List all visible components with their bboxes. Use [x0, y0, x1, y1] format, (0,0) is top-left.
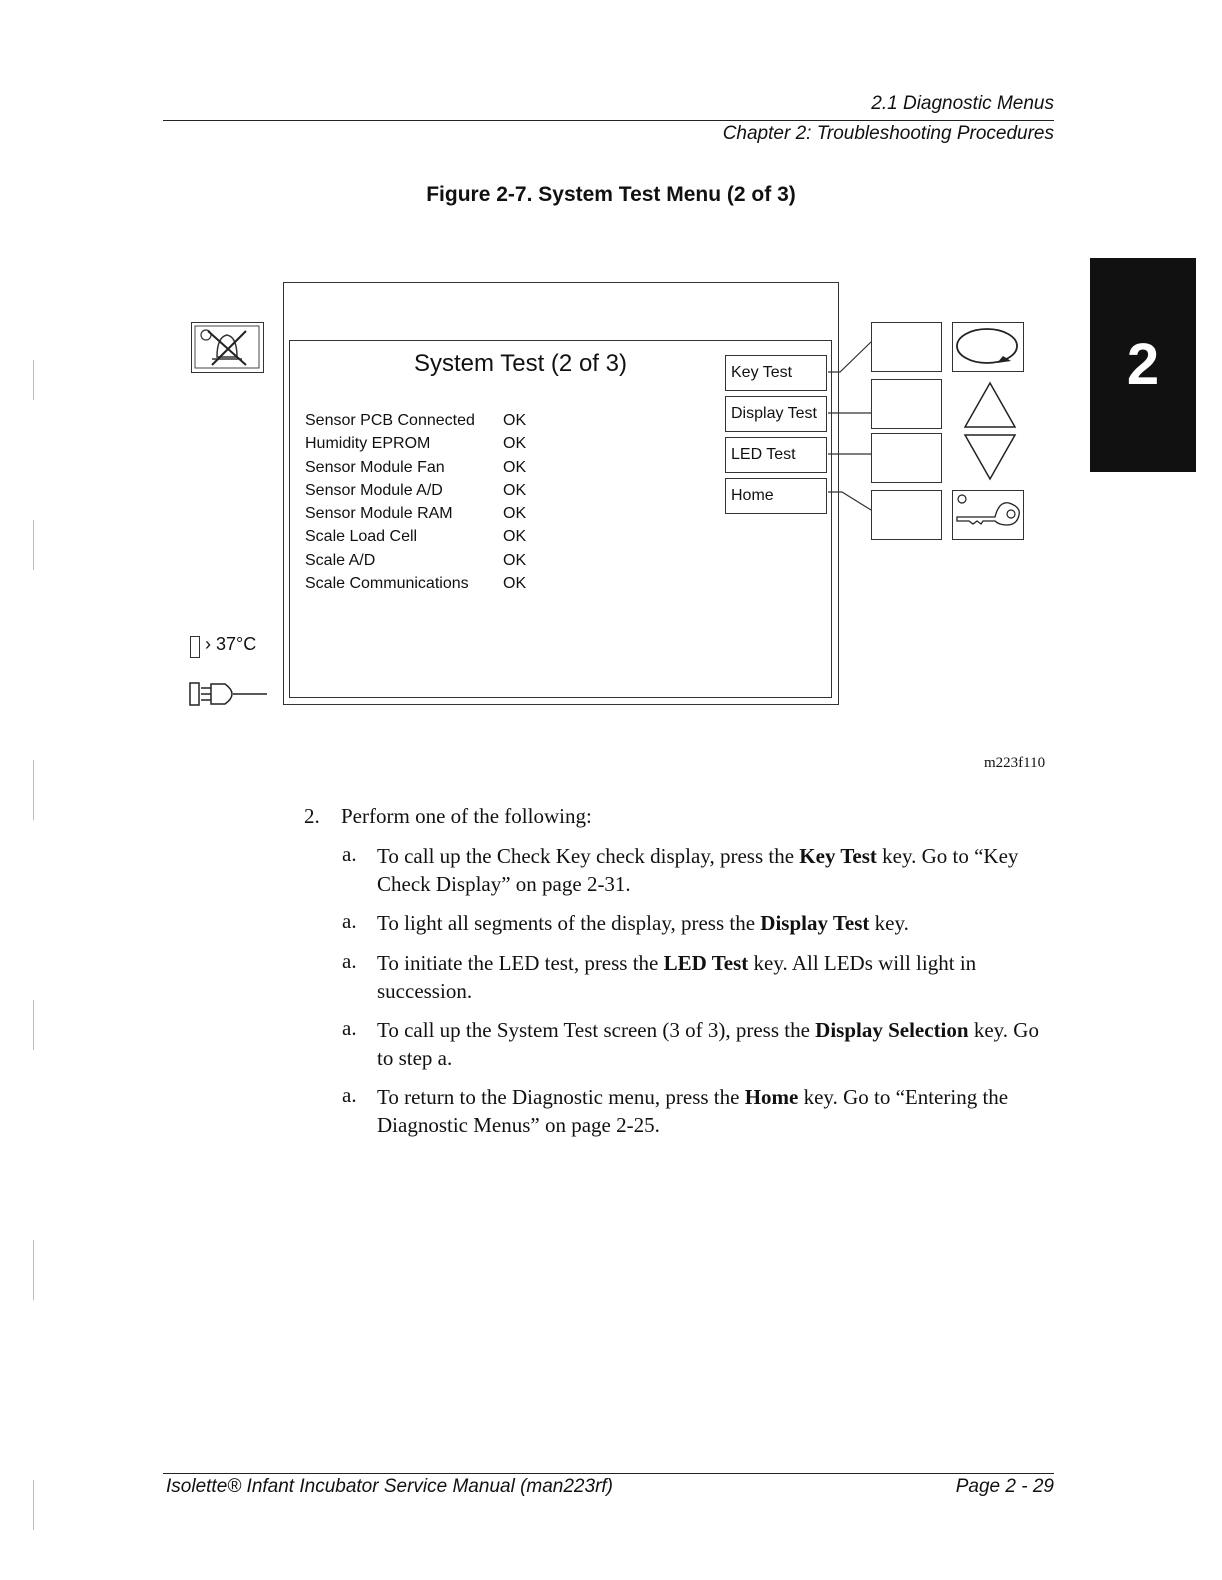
status-name: Scale Load Cell [305, 528, 418, 546]
item-key-name: LED Test [663, 951, 749, 975]
display-test-label: Display Test [725, 396, 827, 432]
status-name: Humidity EPROM [305, 435, 431, 453]
status-value: OK [503, 458, 527, 476]
key-leader-lines [826, 340, 874, 520]
header-section: 2.1 Diagnostic Menus [871, 93, 1054, 114]
item-key-name: Display Selection [815, 1018, 969, 1042]
status-name: Sensor Module A/D [305, 481, 443, 499]
screen-title: System Test (2 of 3) [414, 350, 627, 377]
power-plug-icon [189, 680, 269, 710]
item-key-name: Key Test [799, 844, 877, 868]
item-letter: a. [342, 909, 357, 933]
header-rule [163, 120, 1054, 121]
chapter-tab: 2 [1090, 258, 1196, 472]
key-icon [953, 491, 1022, 538]
down-arrow-key[interactable] [962, 432, 1018, 482]
led-test-label: LED Test [725, 437, 827, 473]
item-letter: a. [342, 949, 357, 973]
item-letter: a. [342, 1083, 357, 1107]
status-row [305, 432, 526, 455]
status-row [305, 572, 526, 595]
up-arrow-key[interactable] [962, 380, 1018, 430]
item-text-part: To initiate the LED test, press the [377, 951, 664, 975]
status-row [305, 502, 526, 525]
item-text [377, 842, 1052, 898]
item-text [377, 949, 1052, 1005]
display-test-softkey[interactable] [871, 379, 942, 429]
item-text-part: key. All LEDs will light in succession. [377, 951, 977, 1003]
status-name: Sensor Module Fan [305, 458, 445, 476]
home-label: Home [725, 478, 827, 514]
status-value: OK [503, 551, 527, 569]
alarm-silence-icon [191, 322, 264, 373]
item-letter: a. [342, 1016, 357, 1040]
item-text-part: To return to the Diagnostic menu, press the [377, 1085, 745, 1109]
status-value: OK [503, 412, 527, 429]
item-text-part: key. Go to “Entering the Diagnostic Menus” on page 2-25. [377, 1085, 1009, 1137]
step-lead: Perform one of the following: [341, 804, 592, 828]
item-text [377, 1016, 1052, 1072]
scan-mark [33, 1000, 34, 1050]
item-text-part: To light all segments of the display, press the [377, 911, 761, 935]
status-value: OK [503, 575, 527, 593]
temperature-indicator-icon [190, 636, 200, 658]
header-chapter: Chapter 2: Troubleshooting Procedures [722, 123, 1054, 144]
item-letter: a. [342, 842, 357, 866]
item-text-part: To call up the System Test screen (3 of 3), press the [377, 1018, 816, 1042]
footer-manual-title: Isolette® Infant Incubator Service Manual (man223rf) [166, 1476, 614, 1497]
status-row [305, 525, 526, 548]
home-softkey[interactable] [871, 490, 942, 540]
item-key-name: Display Test [760, 911, 870, 935]
key-lock-key[interactable] [952, 490, 1024, 540]
led-test-softkey[interactable] [871, 433, 942, 483]
scan-mark [33, 1480, 34, 1530]
figure-code: m223f110 [984, 755, 1046, 771]
status-list [305, 409, 526, 595]
temperature-text: › 37°C [205, 634, 257, 654]
footer-rule [163, 1473, 1054, 1474]
scan-mark [33, 760, 34, 820]
item-text-part: key. Go to “Key Check Display” on page 2-31. [377, 844, 1019, 896]
item-text [377, 1083, 1052, 1139]
status-value: OK [503, 435, 527, 453]
figure-title: Figure 2-7. System Test Menu (2 of 3) [426, 183, 796, 206]
status-row [305, 409, 526, 432]
item-key-name: Home [744, 1085, 799, 1109]
status-value: OK [503, 528, 527, 546]
status-row [305, 479, 526, 502]
key-test-label: Key Test [725, 355, 827, 391]
rotate-arrow-icon [953, 323, 1022, 370]
item-text [377, 909, 1052, 937]
key-test-softkey[interactable] [871, 322, 942, 372]
status-name: Sensor PCB Connected [305, 412, 475, 429]
scan-mark [33, 360, 34, 400]
status-row [305, 549, 526, 572]
item-text-part: key. [869, 911, 909, 935]
status-name: Scale Communications [305, 575, 469, 593]
display-selection-key[interactable] [952, 322, 1024, 372]
scan-mark [33, 520, 34, 570]
footer-page-number: Page 2 - 29 [955, 1476, 1054, 1497]
status-name: Sensor Module RAM [305, 505, 453, 523]
item-text-part: key. Go to step a. [377, 1018, 1039, 1070]
status-value: OK [503, 505, 527, 523]
step-number: 2. [304, 804, 320, 828]
scan-mark [33, 1240, 34, 1300]
status-value: OK [503, 481, 527, 499]
item-text-part: To call up the Check Key check display, press the [377, 844, 800, 868]
status-name: Scale A/D [305, 551, 376, 569]
status-row [305, 456, 526, 479]
